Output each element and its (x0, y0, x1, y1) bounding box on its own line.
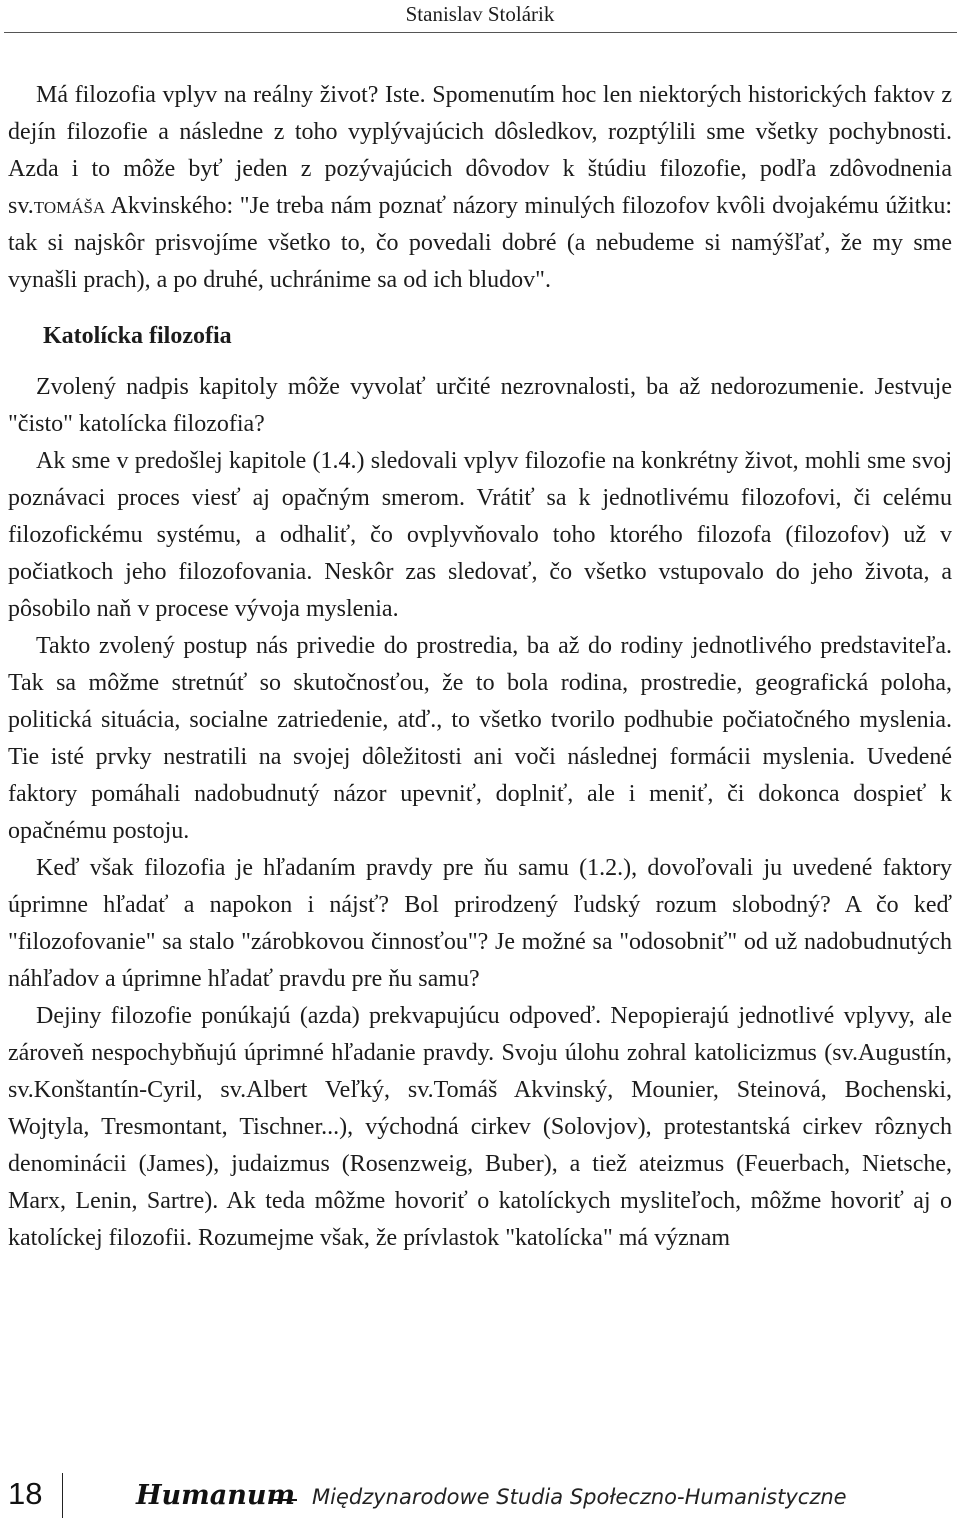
journal-subtitle: Międzynarodowe Studia Społeczno-Humanistyczne (312, 1485, 847, 1509)
page-number: 18 (8, 1476, 43, 1511)
paragraph: Dejiny filozofie ponúkajú (azda) prekvapujúcu odpoveď. Nepopierajú jednotlivé vplyvy, ale zároveň nespochybňujú úprimné hľadanie pravdy. Svoju úlohu zohral katolicizmus (sv.Augustín, sv.Konštantín-Cyril, sv.Albert Veľký, sv.Tomáš Akvinský, Mounier, Steinová, Bochenski, Wojtyla, Tresmontant, Tischner...), východná cirkev (Solovjov), protestantská cirkev rôznych denominácii (James), judaizmus (Rosenzweig, Buber), a tiež ateizmus (Feuerbach, Nietsche, Marx, Lenin, Sartre). Ak teda môžme hovoriť o katolíckych mysliteľoch, môžme hovoriť aj o katolíckej filozofii. Rozumejme však, že prívlastok "katolícka" má význam (8, 1003, 952, 1251)
header-rule (4, 32, 957, 33)
paragraph: Keď však filozofia je hľadaním pravdy pre ňu samu (1.2.), dovoľovali ju uvedené faktory úprimne hľadať a napokon i nájsť? Bol prirodzený ľudský rozum slobodný? A čo keď "filozofovanie" sa stalo "zárobkovou činnosťou"? Je možné sa "odosobniť" od už nadobudnutých náhľadov a úprimne hľadať pravdu pre ňu samu? (8, 855, 952, 992)
section-heading: Katolícka filozofia (43, 323, 232, 349)
paragraph-intro (8, 77, 952, 299)
page-footer (0, 1470, 960, 1521)
paragraph: Takto zvolený postup nás privedie do prostredia, ba až do rodiny jednotlivého predstaviteľa. Tak sa môžme stretnúť so skutočnosťou, že to bola rodina, prostredie, geografická poloha, politická situácia, socialne zatriedenie, atď., to všetko tvorilo podhubie počiatočného myslenia. Tie isté prvky nestratili na svojej dôležitosti ani voči následnej formácii myslenia. Uvedené faktory pomáhali nadobudnutý názor upevniť, doplniť, ale i meniť, či dokonca dospieť k opačnému postoju. (8, 633, 952, 844)
paragraph-intro-quote: Akvinského: "Je treba nám poznať názory minulých filozofov kvôli dvojakému úžitku: tak si najskôr prisvojíme všetko to, čo povedali dobré (a nebudeme si namýšľať, že my sme vynašli prach), a po druhé, uchránime sa od ich bludov". (8, 193, 952, 293)
page-body (8, 77, 952, 1257)
paragraph: Ak sme v predošlej kapitole (1.4.) sledovali vplyv filozofie na konkrétny život, mohli sme svoj poznávaci proces viesť aj opačným smerom. Vrátiť sa k jednotlivému filozofovi, či celému filozofickému systému, a odhaliť, čo ovplyvňovalo toho ktorého filozofa (filozofov) už v počiatkoch jeho filozofovania. Neskôr zas sledovať, čo všetko vstupovalo do jeho života, a pôsobilo naň v procese vývoja myslenia. (8, 448, 952, 622)
journal-logo: Humanum (136, 1480, 296, 1511)
paragraph-intro-text: Má filozofia vplyv na reálny život? Iste. Spomenutím hoc len niektorých historických faktov z dejín filozofie a následne z toho vyplývajúcich dôsledkov, rozptýlili sme všetky pochybnosti. Azda i to môže byť jeden z pozývajúcich dôvodov k štúdiu filozofie, podľa zdôvodnenia sv. (8, 82, 952, 219)
header-author: Stanislav Stolárik (405, 2, 555, 26)
journal-dash (271, 1499, 297, 1501)
running-header (0, 0, 960, 33)
footer-divider (62, 1473, 63, 1518)
paragraph: Zvolený nadpis kapitoly môže vyvolať určité nezrovnalosti, ba až nedorozumenie. Jestvuje "čisto" katolícka filozofia? (8, 374, 952, 437)
smallcaps-name: tomáša (33, 193, 106, 219)
